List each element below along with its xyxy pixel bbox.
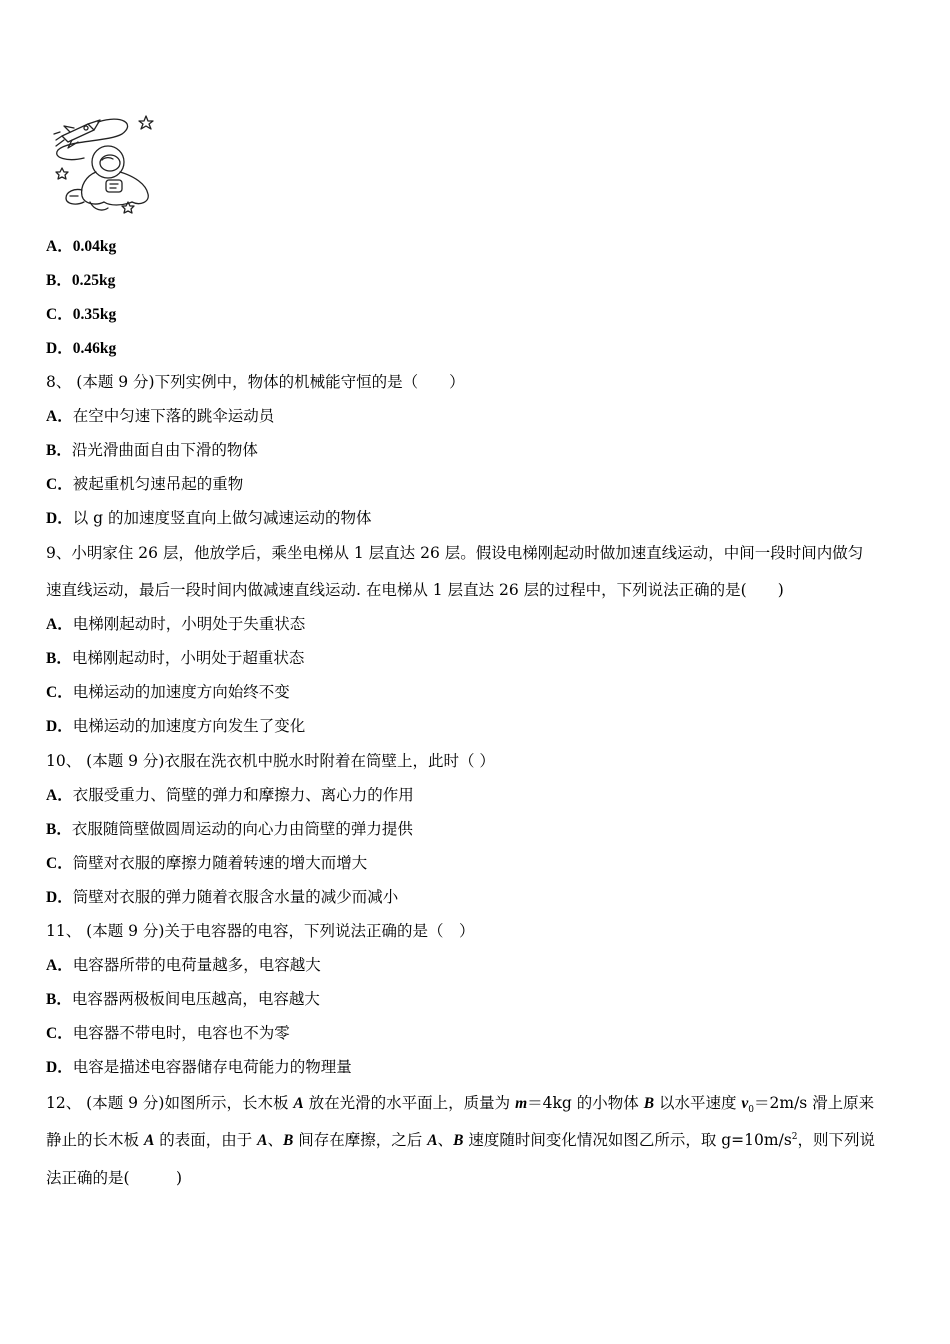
q8-stem: 8、 (本题 9 分)下列实例中，物体的机械能守恒的是（ ） — [46, 373, 465, 391]
option-letter: D． — [46, 340, 73, 357]
option-text: 衣服随筒壁做圆周运动的向心力由筒壁的弹力提供 — [71, 820, 413, 838]
q11-stem: 11、 (本题 9 分)关于电容器的电容，下列说法正确的是（ ） — [46, 922, 475, 940]
option-text: 在空中匀速下落的跳伞运动员 — [72, 407, 275, 425]
var-b: B — [283, 1132, 294, 1149]
q12-text: 的表面，由于 — [154, 1131, 258, 1149]
option-text: 电梯刚起动时，小明处于失重状态 — [72, 615, 306, 633]
q12-text: 、 — [267, 1131, 283, 1149]
astronaut-illustration — [50, 110, 160, 216]
q12-text: 以水平速度 — [654, 1094, 742, 1112]
option-text: 0.35kg — [72, 306, 117, 323]
q12-text: ＝2m/s 滑上原来 — [754, 1094, 875, 1112]
q12-text: 放在光滑的水平面上，质量为 — [303, 1094, 516, 1112]
option-letter: D． — [46, 718, 73, 735]
option-text: 以 g 的加速度竖直向上做匀减速运动的物体 — [72, 509, 372, 527]
q11-option-a — [46, 955, 321, 976]
q9-stem-line1: 9、小明家住 26 层，他放学后，乘坐电梯从 1 层直达 26 层。假设电梯刚起动时做加速直线运动，中间一段时间内做匀 — [46, 544, 864, 562]
var-b: B — [643, 1095, 655, 1112]
var-v: v — [741, 1095, 749, 1112]
q10-option-b — [46, 819, 413, 840]
q9-option-a — [46, 614, 305, 635]
q9-stem-line2: 速直线运动，最后一段时间内做减速直线运动. 在电梯从 1 层直达 26 层的过程中，下列说法正确的是( ) — [46, 581, 784, 599]
option-text: 衣服受重力、筒壁的弹力和摩擦力、离心力的作用 — [72, 786, 414, 804]
option-letter: A． — [46, 616, 73, 633]
option-text: 被起重机匀速吊起的重物 — [72, 475, 244, 493]
option-text: 0.25kg — [71, 272, 116, 289]
q9-option-b — [46, 648, 304, 669]
option-letter: A． — [46, 787, 73, 804]
q7-option-a — [46, 236, 116, 257]
q12-text: 间存在摩擦，之后 — [293, 1131, 428, 1149]
q9-option-c — [46, 682, 290, 703]
var-a: A — [257, 1132, 268, 1149]
option-letter: B． — [46, 442, 72, 459]
q7-option-b — [46, 270, 115, 291]
option-letter: D． — [46, 510, 73, 527]
option-text: 电梯运动的加速度方向发生了变化 — [72, 717, 306, 735]
var-a: A — [427, 1132, 438, 1149]
option-letter: A． — [46, 408, 73, 425]
q8-option-d — [46, 508, 371, 529]
option-letter: B． — [46, 272, 72, 289]
option-text: 0.04kg — [72, 238, 117, 255]
q11-option-d — [46, 1057, 352, 1078]
option-letter: B． — [46, 821, 72, 838]
var-b: B — [453, 1132, 464, 1149]
var-a: A — [293, 1095, 304, 1112]
q7-option-d — [46, 338, 116, 359]
q12-text: 速度随时间变化情况如图乙所示，取 g=10m/s — [463, 1131, 792, 1149]
option-letter: A． — [46, 957, 73, 974]
option-letter: C． — [46, 1025, 73, 1042]
q7-option-c — [46, 304, 116, 325]
option-letter: C． — [46, 476, 73, 493]
q11-option-c — [46, 1023, 290, 1044]
subscript: 0 — [748, 1105, 755, 1116]
q8-option-b — [46, 440, 258, 461]
q8-option-c — [46, 474, 243, 495]
option-text: 电梯刚起动时，小明处于超重状态 — [71, 649, 305, 667]
option-text: 筒壁对衣服的摩擦力随着转速的增大而增大 — [72, 854, 368, 872]
q10-option-d — [46, 887, 398, 908]
var-m: m — [515, 1095, 528, 1112]
q12-text: ，则下列说 — [797, 1131, 876, 1149]
option-letter: C． — [46, 855, 73, 872]
q10-option-c — [46, 853, 367, 874]
option-text: 电容是描述电容器储存电荷能力的物理量 — [72, 1058, 352, 1076]
q8-option-a — [46, 406, 274, 427]
q12-stem-line2 — [46, 1130, 875, 1151]
q12-stem-line1 — [46, 1093, 874, 1114]
option-letter: C． — [46, 684, 73, 701]
q12-text: 12、 (本题 9 分)如图所示，长木板 — [46, 1094, 294, 1112]
option-text: 筒壁对衣服的弹力随着衣服含水量的减少而减小 — [72, 888, 399, 906]
superscript: 2 — [791, 1131, 798, 1142]
option-text: 沿光滑曲面自由下滑的物体 — [71, 441, 258, 459]
q12-stem-line3: 法正确的是( ) — [46, 1169, 183, 1187]
option-letter: D． — [46, 889, 73, 906]
option-letter: D． — [46, 1059, 73, 1076]
q12-text: 静止的长木板 — [46, 1131, 144, 1149]
option-text: 电梯运动的加速度方向始终不变 — [72, 683, 290, 701]
q12-text: 、 — [437, 1131, 454, 1149]
option-text: 电容器所带的电荷量越多，电容越大 — [72, 956, 321, 974]
option-letter: C． — [46, 306, 73, 323]
q10-option-a — [46, 785, 414, 806]
q9-option-d — [46, 716, 305, 737]
var-a: A — [143, 1132, 155, 1149]
option-text: 电容器不带电时，电容也不为零 — [72, 1024, 290, 1042]
option-text: 0.46kg — [72, 340, 117, 357]
q12-text: ＝4kg 的小物体 — [527, 1094, 644, 1112]
q10-stem: 10、 (本题 9 分)衣服在洗衣机中脱水时附着在筒壁上，此时（ ） — [46, 752, 495, 770]
option-letter: A． — [46, 238, 73, 255]
option-letter: B． — [46, 991, 72, 1008]
q11-option-b — [46, 989, 320, 1010]
option-letter: B． — [46, 650, 72, 667]
option-text: 电容器两极板间电压越高，电容越大 — [71, 990, 320, 1008]
